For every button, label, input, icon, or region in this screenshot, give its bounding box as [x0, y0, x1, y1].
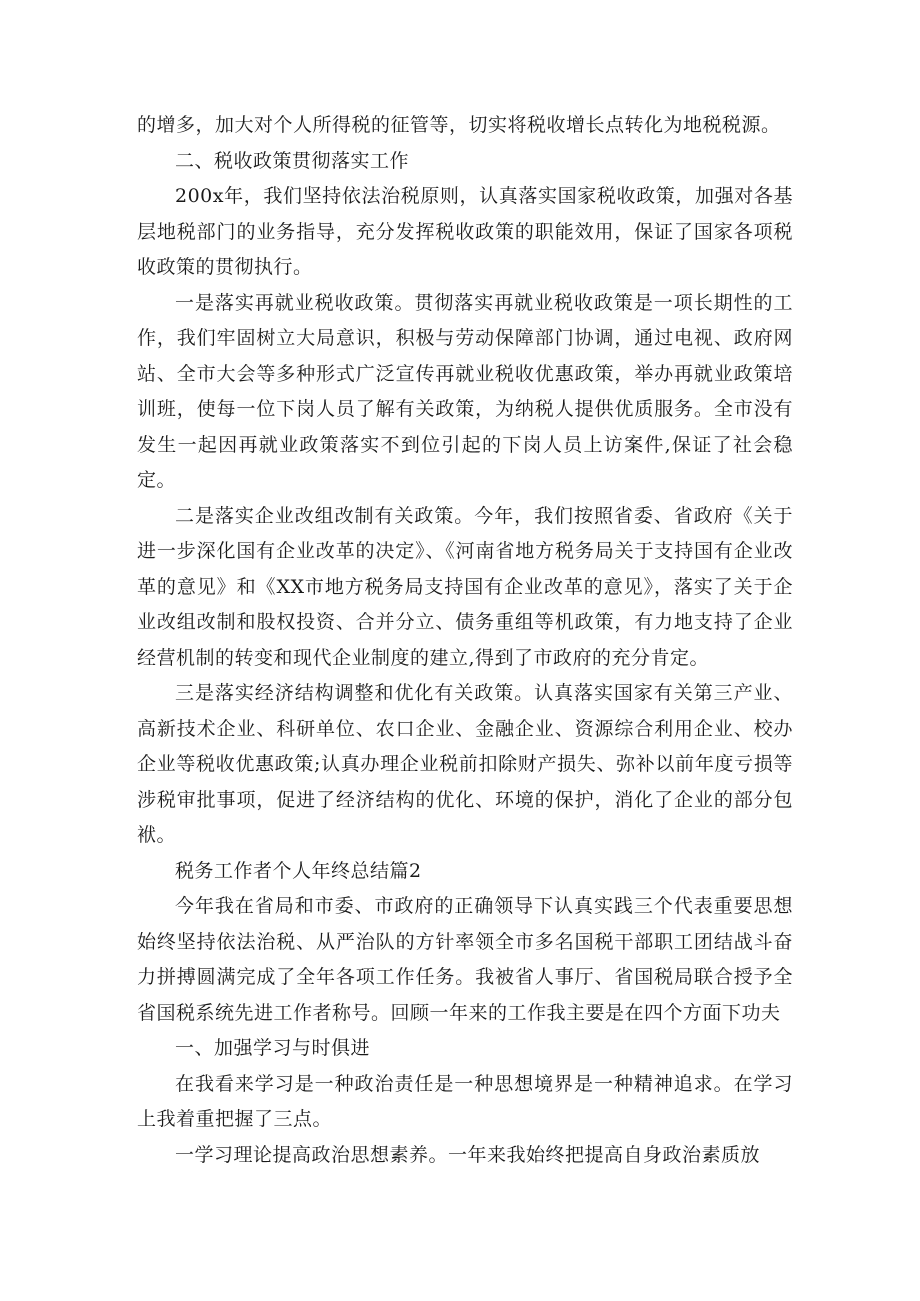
section-heading-policy-implementation: 二、税收政策贯彻落实工作 [175, 149, 410, 172]
paragraph-continuation: 的增多，加大对个人所得税的征管等，切实将税收增长点转化为地税税源。 [137, 114, 781, 136]
section-title-part-2: 税务工作者个人年终总结篇2 [175, 859, 422, 882]
paragraph-study-intro: 在我看来学习是一种政治责任是一种思想境界是一种精神追求。在学习上我着重把握了三点。 [137, 1072, 793, 1130]
paragraph-study-theory: 一学习理论提高政治思想素养。一年来我始终把提高自身政治素质放 [175, 1143, 761, 1166]
paragraph-reemployment-policy: 一是落实再就业税收政策。贯彻落实再就业税收政策是一项长期性的工作，我们牢固树立大局意识，积极与劳动保障部门协调，通过电视、政府网站、全市大会等多种形式广泛宣传再就业税收优惠政策，举办再就业政策培训班，使每一位下岗人员了解有关政策，为纳税人提供优质服务。全市没有发生一起因再就业政策落实不到位引起的下岗人员上访案件,保证了社会稳定。 [137, 291, 793, 491]
paragraph-policy-overview: 200x年，我们坚持依法治税原则，认真落实国家税收政策，加强对各基层地税部门的业务指导，充分发挥税收政策的职能效用，保证了国家各项税收政策的贯彻执行。 [137, 185, 793, 278]
paragraph-enterprise-restructuring: 二是落实企业改组改制有关政策。今年，我们按照省委、省政府《关于进一步深化国有企业改革的决定》、《河南省地方税务局关于支持国有企业改革的意见》和《XX市地方税务局支持国有企业改革的意见》，落实了关于企业改组改制和股权投资、合并分立、债务重组等机政策，有力地支持了企业经营机制的转变和现代企业制度的建立,得到了市政府的充分肯定。 [137, 504, 793, 669]
paragraph-economic-structure: 三是落实经济结构调整和优化有关政策。认真落实国家有关第三产业、高新技术企业、科研单位、农口企业、金融企业、资源综合利用企业、校办企业等税收优惠政策;认真办理企业税前扣除财产损失、弥补以前年度亏损等涉税审批事项，促进了经济结构的优化、环境的保护，消化了企业的部分包袱。 [137, 682, 793, 846]
paragraph-annual-summary: 今年我在省局和市委、市政府的正确领导下认真实践三个代表重要思想始终坚持依法治税、从严治队的方针率领全市多名国税干部职工团结战斗奋力拼搏圆满完成了全年各项工作任务。我被省人事厅、省国税局联合授予全省国税系统先进工作者称号。回顾一年来的工作我主要是在四个方面下功夫 [137, 895, 793, 1024]
document-body [137, 108, 793, 1173]
section-heading-study: 一、加强学习与时俱进 [175, 1037, 371, 1059]
